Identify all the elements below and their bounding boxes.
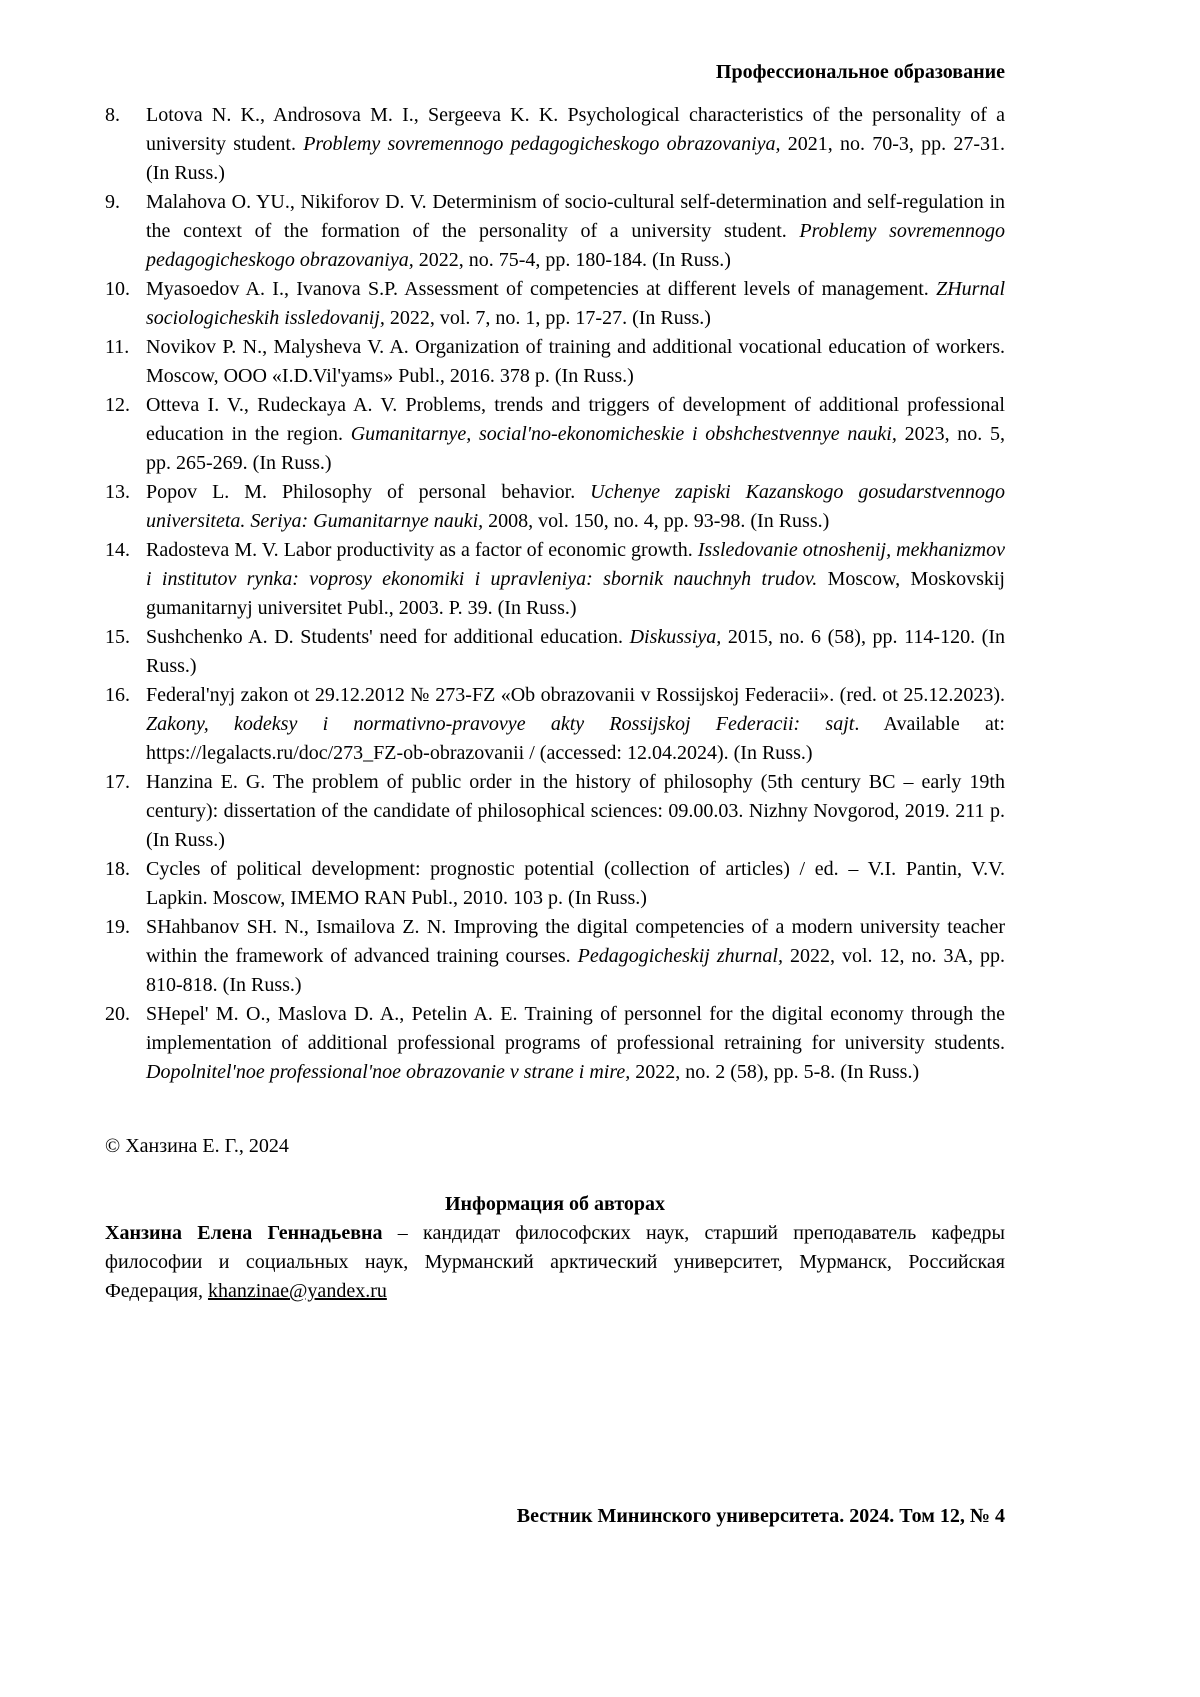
reference-number: 19. xyxy=(105,916,130,938)
reference-item xyxy=(105,1000,1005,1087)
reference-number: 20. xyxy=(105,1003,130,1025)
page-header xyxy=(105,58,1005,87)
reference-text: Federal'nyj zakon ot 29.12.2012 № 273-FZ «Ob obrazovanii v Rossijskoj Federacii». (red. ot 25.12.2023). Zakony, kodeksy i normativno-pravovye akty Rossijskoj Federacii: sajt. Available at: https://legalacts.ru/doc/273_FZ-ob-obrazovanii / (accessed: 12.04.2024). (In Russ.) xyxy=(146,684,1005,764)
reference-item xyxy=(105,478,1005,536)
authors-heading: Информация об авторах xyxy=(444,1193,666,1215)
reference-text: Popov L. M. Philosophy of personal behavior. Uchenye zapiski Kazanskogo gosudarstvennogo universiteta. Seriya: Gumanitarnye nauki, 2008, vol. 150, no. 4, pp. 93-98. (In Russ.) xyxy=(146,481,1005,532)
reference-item xyxy=(105,768,1005,855)
reference-number: 14. xyxy=(105,539,130,561)
reference-text: Myasoedov A. I., Ivanova S.P. Assessment of competencies at different levels of management. ZHurnal sociologicheskih issledovanij, 2022, vol. 7, no. 1, pp. 17-27. (In Russ.) xyxy=(146,278,1005,329)
copyright-line: © Ханзина Е. Г., 2024 xyxy=(105,1135,289,1157)
reference-item xyxy=(105,536,1005,623)
reference-item xyxy=(105,391,1005,478)
reference-text: SHahbanov SH. N., Ismailova Z. N. Improving the digital competencies of a modern university teacher within the framework of advanced training courses. Pedagogicheskij zhurnal, 2022, vol. 12, no. 3A, pp. 810-818. (In Russ.) xyxy=(146,916,1006,996)
reference-number: 16. xyxy=(105,684,130,706)
reference-text: Sushchenko A. D. Students' need for additional education. Diskussiya, 2015, no. 6 (58), pp. 114-120. (In Russ.) xyxy=(146,626,1006,677)
reference-text: Novikov P. N., Malysheva V. A. Organization of training and additional vocational education of workers. Moscow, OOO «I.D.Vil'yams» Publ., 2016. 378 p. (In Russ.) xyxy=(146,336,1005,387)
reference-item xyxy=(105,275,1005,333)
reference-item xyxy=(105,913,1005,1000)
reference-list xyxy=(105,101,1005,1087)
reference-number: 15. xyxy=(105,626,130,648)
reference-text: SHepel' M. O., Maslova D. A., Petelin A. E. Training of personnel for the digital economy through the implementation of additional professional programs of professional retraining for university students. Dopolnitel'noe professional'noe obrazovanie v strane i mire, 2022, no. 2 (58), pp. 5-8. (In Russ.) xyxy=(146,1003,1005,1083)
reference-text: Lotova N. K., Androsova M. I., Sergeeva K. K. Psychological characteristics of the personality of a university student. Problemy sovremennogo pedagogicheskogo obrazovaniya, 2021, no. 70-3, pp. 27-31. (In Russ.) xyxy=(146,104,1005,184)
reference-text: Malahova O. YU., Nikiforov D. V. Determinism of socio-cultural self-determination and self-regulation in the context of the formation of the personality of a university student. Problemy sovremennogo pedagogicheskogo obrazovaniya, 2022, no. 75-4, pp. 180-184. (In Russ.) xyxy=(146,191,1005,271)
reference-text: Cycles of political development: prognostic potential (collection of articles) / ed. – V.I. Pantin, V.V. Lapkin. Moscow, IMEMO RAN Publ., 2010. 103 p. (In Russ.) xyxy=(146,858,1005,909)
page-footer: Вестник Мининского университета. 2024. Том 12, № 4 xyxy=(516,1505,1005,1527)
reference-number: 11. xyxy=(105,336,130,358)
reference-item xyxy=(105,681,1005,768)
reference-item xyxy=(105,333,1005,391)
reference-item xyxy=(105,855,1005,913)
section-title: Профессиональное образование xyxy=(715,61,1005,83)
reference-number: 10. xyxy=(105,278,130,300)
reference-number: 8. xyxy=(105,104,120,126)
reference-item xyxy=(105,623,1005,681)
reference-text: Radosteva M. V. Labor productivity as a factor of economic growth. Issledovanie otnoshenij, mekhanizmov i institutov rynka: voprosy ekonomiki i upravleniya: sbornik nauchnyh trudov. Moscow, Moskovskij gumanitarnyj universitet Publ., 2003. P. 39. (In Russ.) xyxy=(146,539,1005,619)
reference-number: 12. xyxy=(105,394,130,416)
reference-item xyxy=(105,188,1005,275)
reference-number: 18. xyxy=(105,858,130,880)
author-info xyxy=(105,1219,1005,1306)
reference-item xyxy=(105,101,1005,188)
reference-number: 9. xyxy=(105,191,120,213)
reference-text: Hanzina E. G. The problem of public order in the history of philosophy (5th century BC – early 19th century): dissertation of the candidate of philosophical sciences: 09.00.03. Nizhny Novgorod, 2019. 211 p. (In Russ.) xyxy=(146,771,1005,851)
author-details: – кандидат философских наук, старший преподаватель кафедры философии и социальных наук, Мурманский арктический университет, Мурманск, Российская Федерация, xyxy=(105,1222,1005,1302)
reference-number: 13. xyxy=(105,481,130,503)
reference-number: 17. xyxy=(105,771,130,793)
author-name: Ханзина Елена Геннадьевна xyxy=(105,1222,383,1244)
reference-text: Otteva I. V., Rudeckaya A. V. Problems, trends and triggers of development of additional professional education in the region. Gumanitarnye, social'no-ekonomicheskie i obshchestvennye nauki, 2023, no. 5, pp. 265-269. (In Russ.) xyxy=(146,394,1006,474)
author-email-link[interactable]: khanzinae@yandex.ru xyxy=(207,1280,387,1302)
